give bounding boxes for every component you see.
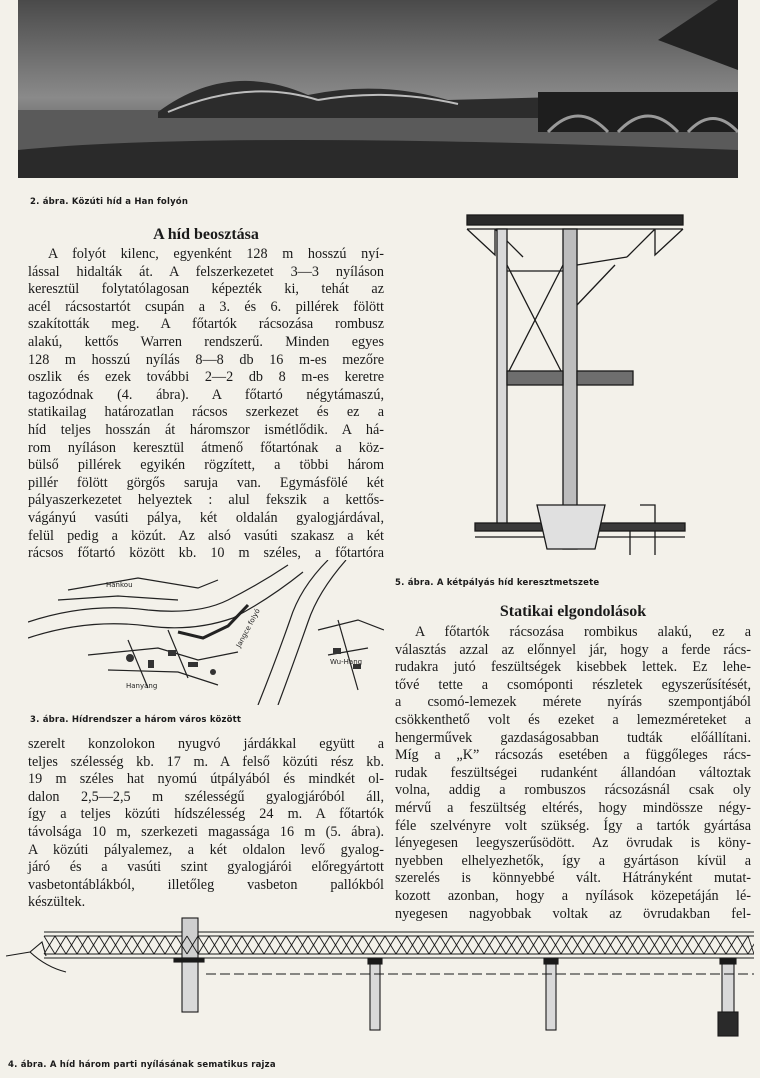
text-line: rudakra jutó feszültségek kisebbek lettek. Ez lehe- [395, 659, 751, 676]
map-label-hanyang: Hanyang [126, 682, 158, 690]
text-line: keresztül folytatólagosan képezték ki, tehát az [28, 281, 384, 298]
text-line: volna, addig a rombuszos rácsozásnál csak oly [395, 782, 751, 799]
section-heading-hid-beosztasa: A híd beosztása [153, 226, 259, 243]
figure-2-caption: 2. ábra. Közúti híd a Han folyón [30, 197, 189, 207]
text-line: 19 m széles hat nyomú útpályából és mindkét ol- [28, 771, 384, 788]
map-label-wuchang: Wu-Hang [330, 658, 363, 666]
text-line: rom nyíláson keresztül átmenő főtartónak a köz- [28, 439, 384, 456]
text-line: a csomó-lemezek mérete nyírás szempontjából [395, 694, 751, 711]
text-line: dalon 2,5—2,5 m szélességű gyalogjáróból áll, [28, 788, 384, 805]
text-line: alakú, kettős Warren rendszerű. Minden egyes [28, 333, 384, 350]
text-line: mérvű a feszültség eltérés, hogy mindössze négy- [395, 799, 751, 816]
bridge-elevation-drawing [6, 912, 754, 1052]
text-line: híd teljes hosszán át háromszor ismétlődik. A há- [28, 421, 384, 438]
text-line: lással hidalták át. A felszerkezetet 3—3 nyíláson [28, 263, 384, 280]
text-line: nyegesen nagyobbak voltak az övrudakban fel- [395, 905, 751, 922]
text-line: A közúti pályalemez, a két oldalon levő gyalog- [28, 841, 384, 858]
text-line: statikailag határozatlan rácsos szerkezet és ez a [28, 404, 384, 421]
text-line: távolsága 10 m, szerkezeti magassága 16 m (5. ábra). [28, 823, 384, 840]
map-label-river: Jangce folyó [234, 607, 262, 649]
text-line: acél rácsostartót csupán a 3. és 6. pillérek fölött [28, 298, 384, 315]
text-line: 128 m hosszú nyílás 8—8 db 16 m-es mezőre [28, 351, 384, 368]
bridge-photo [18, 0, 738, 178]
text-line: szerelt konzolokon nyugvó járdákkal együtt a [28, 736, 384, 752]
figure-5-caption: 5. ábra. A kétpályás híd keresztmetszete [395, 578, 600, 588]
text-line: választás azzal az előnnyel jár, hogy a ferde rács- [395, 641, 751, 658]
section-1-paragraph [28, 246, 384, 563]
text-line: bülső pillérek egyikén rögzített, a többi három [28, 457, 384, 474]
text-line: Míg a „K” rácsozás esetében a függőleges rács- [395, 747, 751, 764]
section-2-paragraph [395, 624, 751, 923]
map-label-hankou: Hankou [106, 581, 133, 589]
text-line: kozott azonban, hogy a nyílások közepetáján lé- [395, 887, 751, 904]
figure-4-caption: 4. ábra. A híd három parti nyílásának sematikus rajza [8, 1060, 276, 1070]
text-line: oszlik és ezek további 2—2 db 8 m-es keretre [28, 369, 384, 386]
text-line: tagozódnak (4. ábra). A főtartó négytámaszú, [28, 386, 384, 403]
figure-3-caption: 3. ábra. Hídrendszer a három város között [30, 715, 242, 725]
text-line: lényegesen leegyszerűsödött. Az övrudak is köny- [395, 835, 751, 852]
text-line: A folyót kilenc, egyenként 128 m hosszú nyí- [48, 246, 384, 262]
bridge-elevation-svg [6, 912, 754, 1052]
text-line: vasbetontáblákból, illetőleg vasbeton pallókból [28, 876, 384, 893]
text-line: pályaszerkezetet helyeztek : alul fekszik a kettős- [28, 492, 384, 509]
bridge-photo-image [18, 0, 738, 178]
text-line: így a teljes közúti hídszélesség 24 m. A főtartók [28, 806, 384, 823]
text-line: féle szelvényre volt szükség. Így a tartók gyártása [395, 817, 751, 834]
text-line: teljes szélesség kb. 17 m. A felső közúti rész kb. [28, 753, 384, 770]
text-line: felül pedig a közút. Az alsó vasúti szakasz a két [28, 527, 384, 544]
text-line: nyebben elhelyezhetők, így a gyártáson kívül a [395, 852, 751, 869]
section-heading-statikai: Statikai elgondolások [499, 603, 647, 620]
text-line: járó és a vasúti szint gyalogjárói előregyártott [28, 859, 384, 876]
text-line: szerelés is könnyebbé vált. Hátrányként mutat- [395, 870, 751, 887]
text-line: tővé tette a csomóponti részletek egyszerűsítését, [395, 676, 751, 693]
text-line: készültek. [28, 894, 86, 911]
text-line: szakították meg. A főtartók rácsozása rombusz [28, 316, 384, 333]
river-map-drawing [28, 560, 384, 705]
text-line: hengerművek gazdaságosabban tudták előállítani. [395, 729, 751, 746]
text-line: rácsos főtartó között kb. 10 m széles, a főtartóra [28, 545, 384, 562]
section-1-continuation [28, 736, 384, 912]
river-map [28, 560, 384, 705]
text-line: rudak feszültségei rudanként állandóan változtak [395, 764, 751, 781]
text-line: vágányú vasúti pálya, két oldalán gyalogjárdával, [28, 509, 384, 526]
cross-section-drawing [455, 205, 695, 570]
text-line: pillér fölött görgős saruja van. Egymásfölé két [28, 474, 384, 491]
text-line: A főtartók rácsozása rombikus alakú, ez a [415, 624, 751, 640]
cross-section-svg [455, 205, 695, 570]
text-line: csökkenthető volt és ezeket a lemezméreteket a [395, 711, 751, 728]
